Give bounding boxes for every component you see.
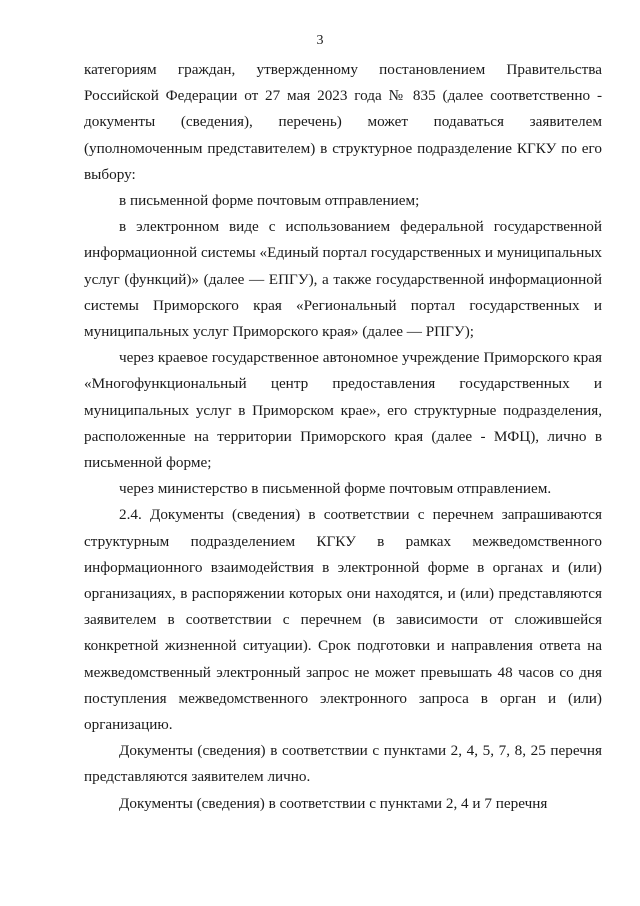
paragraph-mfc-option: через краевое государственное автономное учреждение Приморского края «Многофункциональный центр предоставления государственных и муниципальных услуг в Приморском крае», его структурные подразделения, расположенные на территории Приморского края (далее - МФЦ), лично в письменной форме; [84,349,602,472]
paragraph-documents-continued: Документы (сведения) в соответствии с пунктами 2, 4 и 7 перечня [119,794,548,812]
paragraph-mail-option: в письменной форме почтовым отправлением; [119,192,420,210]
paragraph-section-2-4: 2.4. Документы (сведения) в соответствии с перечнем запрашиваются структурным подразделением КГКУ в рамках межведомственного информационного взаимодействия в электронной форме в органах и (или) организациях, в распоряжении которых они находятся, и (или) представляются заявителем в соответствии с перечнем (в зависимости от сложившейся конкретной жизненной ситуации). Срок подготовки и направления ответа на межведомственный электронный запрос не может превышать 48 часов со дня поступления межведомственного электронного запроса в орган и (или) организацию. [84,506,602,734]
paragraph-recipients-intro: категориям граждан, утвержденному постановлением Правительства Российской Федерации от 27 мая 2023 года № 835 (далее соответственно - документы (сведения), перечень) может подаваться заявителем (уполномоченным представителем) в структурное подразделение КГКУ по его выбору: [84,61,602,183]
page-number: 3 [316,33,324,48]
paragraph-documents-in-person: Документы (сведения) в соответствии с пунктами 2, 4, 5, 7, 8, 25 перечня представляются заявителем лично. [84,742,602,786]
paragraph-ministry-option: через министерство в письменной форме почтовым отправлением. [119,480,552,498]
document-body [84,57,602,817]
paragraph-electronic-option: в электронном виде с использованием федеральной государственной информационной системы «Единый портал государственных и муниципальных услуг (функций)» (далее — ЕПГУ), а также государственной информационной системы Приморского края «Региональный портал государственных и муниципальных услуг Приморского края» (далее — РПГУ); [84,218,602,341]
